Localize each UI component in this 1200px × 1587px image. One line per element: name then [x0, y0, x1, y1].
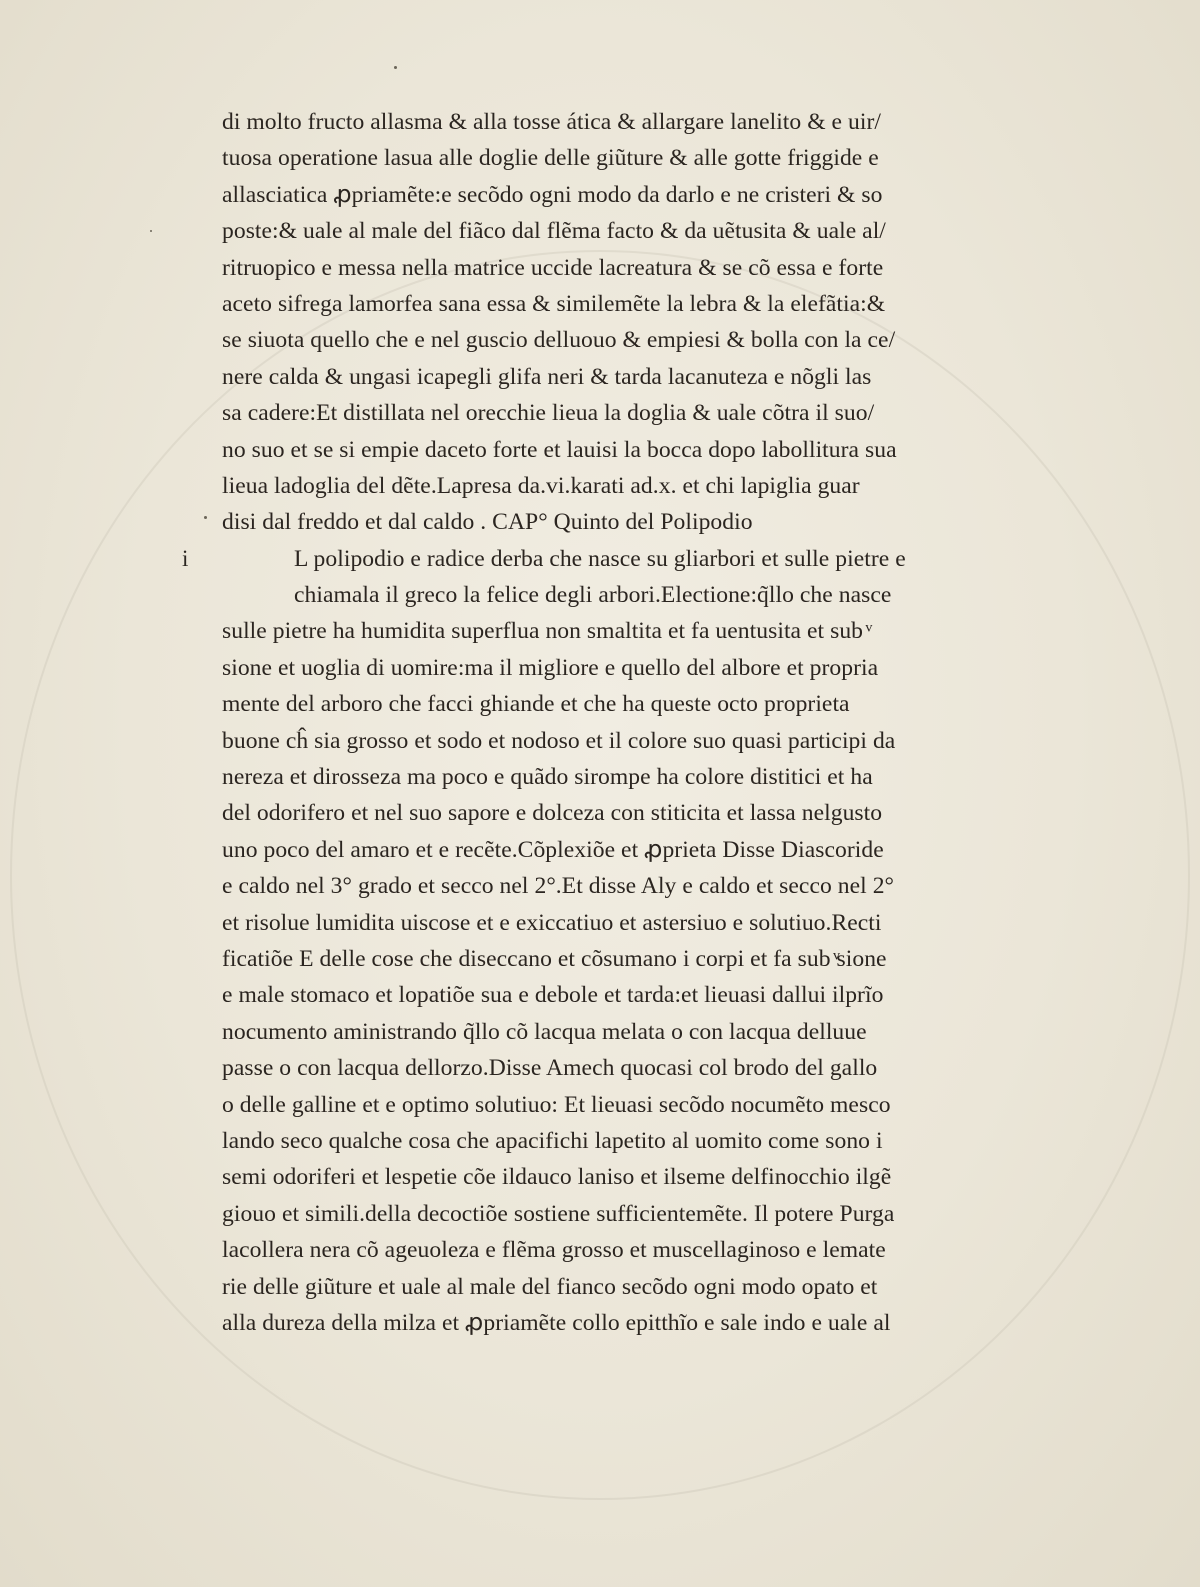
text-line: ficatiõe E delle cose che diseccano et cõsumano i corpi et fa sub ͮsione	[222, 945, 887, 972]
text-line: e caldo nel 3° grado et secco nel 2°.Et disse Aly e caldo et secco nel 2°	[222, 873, 895, 900]
text-line: ritruopico e messa nella matrice uccide lacreatura & se cõ essa e forte	[222, 254, 884, 281]
text-line: lieua ladoglia del dẽte.Lapresa da.vi.karati ad.x. et chi lapiglia guar	[222, 472, 860, 499]
text-line: et risolue lumidita uiscose et e exiccatiuo et astersiuo e solutiuo.Recti	[222, 909, 882, 936]
text-line: rie delle giũture et uale al male del fianco secõdo ogni modo opato et	[222, 1273, 878, 1300]
text-line: uno poco del amaro et e recẽte.Cõplexiõe et ꝓprieta Disse Diascoride	[222, 836, 884, 863]
paper-speck	[204, 516, 207, 519]
text-line: del odorifero et nel suo sapore e dolceza con stiticita et lassa nelgusto	[222, 800, 883, 827]
text-line: mente del arboro che facci ghiande et che ha queste octo proprieta	[222, 691, 850, 718]
text-line: poste:& uale al male del fiãco dal flẽma facto & da uẽtusita & uale al/	[222, 218, 886, 245]
text-line: tuosa operatione lasua alle doglie delle giũture & alle gotte friggide e	[222, 145, 879, 172]
text-line: nocumento aministrando q̃llo cõ lacqua melata o con lacqua delluue	[222, 1018, 867, 1045]
text-column	[182, 104, 1062, 1341]
text-line: lando seco qualche cosa che apacifichi lapetito al uomito come sono i	[222, 1127, 883, 1154]
paper-speck	[394, 66, 397, 69]
text-line: no suo et se si empie daceto forte et lauisi la bocca dopo labollitura sua	[222, 436, 897, 463]
text-line: aceto sifrega lamorfea sana essa & similemẽte la lebra & la elefãtia:&	[222, 290, 886, 317]
text-line: chiamala il greco la felice degli arbori.Electione:q̃llo che nasce	[294, 582, 892, 609]
text-line: buone cĥ sia grosso et sodo et nodoso et il colore suo quasi participi da	[222, 727, 896, 754]
text-line: semi odoriferi et lespetie cõe ildauco laniso et ilseme delfinocchio ilgẽ	[222, 1164, 892, 1191]
initial-letter-guide: i	[182, 545, 189, 571]
chapter-opening-line	[182, 541, 1062, 577]
text-line: e male stomaco et lopatiõe sua e debole et tarda:et lieuasi dallui ilprĩo	[222, 982, 884, 1009]
text-line: sione et uoglia di uomire:ma il migliore e quello del albore et propria	[222, 654, 879, 681]
text-line: allasciatica ꝓpriamẽte:e secõdo ogni modo da darlo e ne cristeri & so	[222, 181, 883, 208]
text-line: se siuota quello che e nel guscio delluouo & empiesi & bolla con la ce/	[222, 327, 896, 354]
text-line: di molto fructo allasma & alla tosse ática & allargare lanelito & e uir/	[222, 109, 881, 135]
text-line: sa cadere:Et distillata nel orecchie lieua la doglia & uale cõtra il suo/	[222, 400, 875, 427]
text-line: giouo et simili.della decoctiõe sostiene sufficientemẽte. Il potere Purga	[222, 1200, 895, 1227]
text-line: L polipodio e radice derba che nasce su gliarbori et sulle pietre e	[294, 545, 906, 572]
text-line: sulle pietre ha humidita superflua non smaltita et fa uentusita et sub ͮ	[222, 618, 869, 645]
chapter-heading-line: disi dal freddo et dal caldo . CAP° Quinto del Polipodio	[222, 509, 753, 536]
text-line: alla dureza della milza et ꝓpriamẽte collo epitthĩo e sale indo e uale al	[222, 1309, 891, 1336]
text-line: nere calda & ungasi icapegli glifa neri & tarda lacanuteza e nõgli las	[222, 363, 872, 390]
text-line: nereza et dirosseza ma poco e quãdo sirompe ha colore distitici et ha	[222, 764, 873, 791]
text-line: passe o con lacqua dellorzo.Disse Amech quocasi col brodo del gallo	[222, 1055, 878, 1082]
text-line: lacollera nera cõ ageuoleza e flẽma grosso et muscellaginoso e lemate	[222, 1237, 886, 1264]
text-line: o delle galline et e optimo solutiuo: Et lieuasi secõdo nocumẽto mesco	[222, 1091, 891, 1118]
paper-speck	[150, 230, 152, 232]
